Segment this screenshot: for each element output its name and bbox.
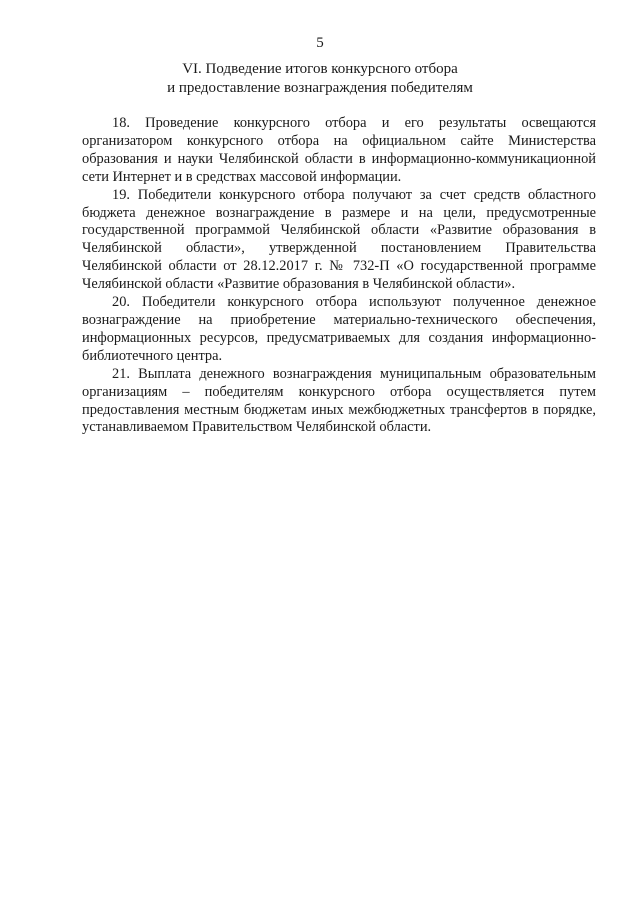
paragraph-18: 18. Проведение конкурсного отбора и его результаты освещаются организатором конкурсного отбора на официальном сайте Министерства образования и науки Челябинской области в информационно-коммуникационной сети Интернет и в средствах массовой информации. <box>82 115 596 185</box>
paragraph-19: 19. Победители конкурсного отбора получают за счет средств областного бюджета денежное вознаграждение в размере и на цели, предусмотренные государственной программой Челябинской области «Развитие образования в Челябинской области», утвержденной постановлением Правительства Челябинской области от 28.12.2017 г. № 732-П «О государственной программе Челябинской области «Развитие образования в Челябинской области». <box>82 186 596 293</box>
document-body <box>82 115 596 437</box>
paragraph-21: 21. Выплата денежного вознаграждения муниципальным образовательным организациям – победителям конкурсного отбора осуществляется путем предоставления местным бюджетам иных межбюджетных трансфертов в порядке, устанавливаемом Правительством Челябинской области. <box>82 365 596 436</box>
paragraph-20: 20. Победители конкурсного отбора используют полученное денежное вознаграждение на приобретение материально-технического обеспечения, информационных ресурсов, предусматриваемых для создания информационно-библиотечного центра. <box>82 294 596 364</box>
section-heading <box>0 60 640 98</box>
section-heading-line-2: и предоставление вознаграждения победителям <box>167 80 473 96</box>
section-heading-line-1: VI. Подведение итогов конкурсного отбора <box>182 61 458 77</box>
page-number: 5 <box>316 35 324 51</box>
